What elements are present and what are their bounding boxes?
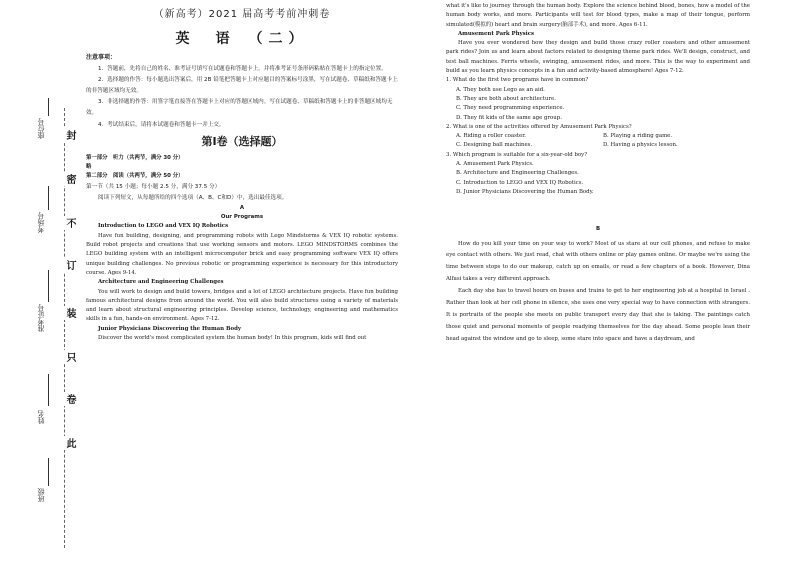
question-stem: 2. What is one of the activities offered by Amusement Park Physics?	[446, 123, 632, 130]
answer-option[interactable]: B. Playing a riding game.	[603, 133, 673, 140]
answer-option[interactable]: A. Amusement Park Physics.	[456, 161, 534, 168]
section1-heading: 第一节（共 15 小题；每小题 2.5 分，满分 37.5 分）	[86, 183, 221, 190]
seal-char: 密	[64, 174, 75, 184]
seal-char: 装	[64, 308, 75, 318]
admission-number-blank[interactable]	[48, 270, 49, 302]
seal-char: 订	[64, 260, 75, 270]
option-row	[456, 132, 750, 141]
seal-char: 封	[64, 130, 75, 140]
program-title: Amusement Park Physics	[458, 30, 535, 37]
notice-item: 2．选择题的作答：每小题选出答案后，用 2B 铅笔把答题卡上对应题目的答案标号涂黑，写在试题卷、草稿纸和答题卡上的非答题区域均无效。	[86, 76, 398, 94]
program-title: Architecture and Engineering Challenges	[98, 279, 224, 286]
seat-number-blank[interactable]	[48, 98, 49, 116]
name-label: 姓名	[37, 410, 45, 424]
part2-heading: 第二部分 阅读（共两节，满分 50 分）	[86, 173, 184, 180]
answer-option[interactable]: A. Riding a roller coaster.	[456, 133, 526, 140]
answer-option[interactable]: B. They are both about architecture.	[456, 95, 556, 102]
junior-text-tail: what it's like to journey through the human body. Explore the science behind blood, bones, how a model of the human body works, and more. Participants will test for blood types, make a map of their tongue, perform simulated(模拟的) heart and brain surgery(脑部手术), and more. Ages 6-11.	[446, 3, 750, 28]
program-title: Introduction to LEGO and VEX IQ Robotics	[98, 223, 229, 230]
notice-heading: 注意事项：	[86, 54, 117, 62]
seal-char: 卷	[64, 394, 75, 404]
answer-option[interactable]: B. Architecture and Engineering Challenges.	[456, 170, 579, 177]
question-stem: 3. Which program is suitable for a six-year-old boy?	[446, 151, 588, 158]
passage-b-letter: B	[595, 226, 601, 233]
volume-title: 第Ⅰ卷（选择题）	[201, 134, 283, 148]
answer-option[interactable]: D. Junior Physicians Discovering the Human Body.	[456, 188, 594, 195]
answer-option[interactable]: A. They both use Lego as an aid.	[456, 86, 545, 93]
answer-option[interactable]: C. They need programming experience.	[456, 105, 565, 112]
seal-char: 此	[64, 438, 75, 448]
option-row	[456, 141, 750, 150]
passage-b-paragraph: How do you kill your time on your way to work? Most of us stare at our cell phones, and refuse to make eye contact with others. We just read, chat with others online or play games online. Or maybe we're using the time between stops to do our makeup, catch up on emails, or read a few chapters of a book. However, Dina Alfasi takes a very different approach.	[446, 240, 750, 283]
program-text: You will work to design and build towers, bridges and a lot of LEGO architecture projects. Have fun building famous architectural designs from around the world. You will also build structures using a variety of materials and learn about structural engineering principles. Develop science, technology, engineering and mathematics skills in a fun, hands-on environment. Ages 7-12.	[86, 288, 398, 323]
answer-option[interactable]: D. They fit kids of the same age group.	[456, 114, 562, 121]
exam-subtitle: （新高考）2021 届高考考前冲刺卷	[153, 9, 331, 20]
passage-b-paragraph: Each day she has to travel hours on buses and trains to get to her engineering job at a hospital in Israel . Rather than look at her cell phone in silence, she uses one very special way to have connection with strangers. It is portraits of the people she meets on public transport every day that she is taking. The paintings catch those quiet and personal moments of people readying themselves for the day ahead. Some people lean their head against the window and go to sleep, some stare into space and have a daydream, and	[446, 288, 750, 342]
exam-title: 英 语 （二）	[175, 31, 309, 48]
part1-body: 略	[86, 163, 92, 170]
class-blank[interactable]	[48, 458, 49, 486]
binding-margin	[0, 0, 80, 562]
class-label: 班级	[37, 488, 45, 502]
notice-item: 4．考试结束后，请将本试题卷和答题卡一并上交。	[98, 121, 225, 128]
program-text: Have you ever wondered how they design and build those crazy roller coasters and other amusement park rides? Join us and learn about factors related to designing theme park rides. We'll design, construct, and test ball machines. Ferris wheels, swinging, amusement rides, and more. This is the way to experiment and build as you learn physics concepts in a fun and activity-based atmosphere! Ages 7-12.	[446, 40, 750, 75]
program-title: Junior Physicians Discovering the Human Body	[98, 325, 242, 332]
seal-char: 不	[64, 218, 75, 228]
notice-item: 3．非选择题的作答：用签字笔直接答在答题卡上对应的答题区域内。写在试题卷、草稿纸和答题卡上的非答题区域均无效。	[86, 99, 393, 117]
seal-char: 只	[64, 352, 75, 362]
passage-a-letter: A	[239, 204, 245, 211]
answer-option[interactable]: C. Introduction to LEGO and VEX IQ Robotics.	[456, 179, 584, 186]
question-list	[446, 76, 750, 197]
program-text: Discover the world's most complicated system the human body! In this program, kids will find out	[98, 335, 367, 342]
part1-heading: 第一部分 听力（共两节，满分 30 分）	[86, 154, 184, 161]
question-stem: 1. What do the first two programs have in common?	[446, 77, 589, 84]
exam-room-blank[interactable]	[48, 186, 49, 210]
notice-item: 1．答题前，先将自己的姓名、准考证号填写在试题卷和答题卡上，并将准考证号条形码粘贴在答题卡上的指定位置。	[98, 65, 387, 72]
seat-number-label: 座位号	[37, 118, 45, 139]
admission-number-label: 准考证号	[37, 304, 45, 332]
exam-room-label: 考场号	[37, 212, 45, 233]
program-text-continued	[446, 2, 750, 30]
answer-option[interactable]: C. Designing ball machines.	[456, 142, 533, 149]
name-blank[interactable]	[48, 374, 49, 406]
passage-a-title: Our Programs	[220, 214, 264, 221]
right-column	[446, 4, 750, 346]
section1-instruction: 阅读下列短文，从每题所给的四个选项（A、B、C和D）中，选出最佳选项。	[98, 194, 288, 201]
program-text: Have fun building, designing, and programming robots with Lego Mindstorms & VEX IQ robotic systems. Build robot projects and creations that use working sensors and motors. LEGO MINDSTORMS combines the LEGO building system with an intelligent microcomputer brick and easy programming software VEX IQ offers unique building challenges. No previous robotic or programming experience is necessary for this introductory course. Ages 9-14.	[86, 232, 398, 276]
left-column	[86, 0, 398, 343]
answer-option[interactable]: D. Having a physics lesson.	[603, 142, 678, 149]
